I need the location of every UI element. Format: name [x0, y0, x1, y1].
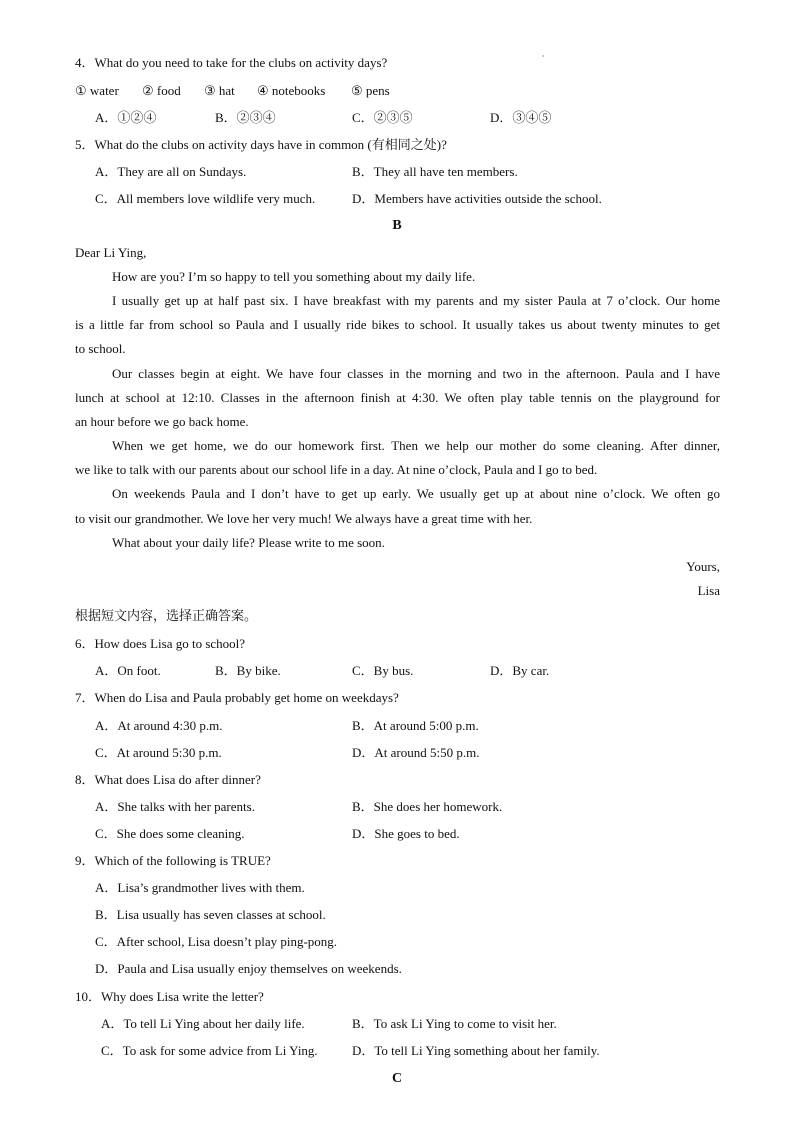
q5-option-b: B．They all have ten members.	[352, 164, 518, 179]
q8-option-a: A．She talks with her parents.	[95, 799, 255, 814]
q8-stem: 8．What does Lisa do after dinner?	[75, 772, 261, 787]
q10-option-c: C．To ask for some advice from Li Ying.	[101, 1043, 318, 1058]
q9-stem: 9．Which of the following is TRUE?	[75, 853, 271, 868]
q7-option-d: D．At around 5:50 p.m.	[352, 745, 480, 760]
q4-stem: 4．What do you need to take for the clubs on activity days?	[75, 55, 388, 70]
q5-option-a: A．They are all on Sundays.	[95, 164, 247, 179]
q10-option-a: A．To tell Li Ying about her daily life.	[101, 1016, 305, 1031]
letter-line: is a little far from school so Paula and I usually ride bikes to school. It usually takes us about twenty minutes to get	[75, 317, 720, 332]
q4-item: ⑤ pens	[351, 83, 390, 98]
q5-stem: 5．What do the clubs on activity days have in common (有相同之处)?	[75, 137, 447, 152]
letter-signature: Lisa	[697, 583, 720, 598]
scan-speck	[542, 55, 544, 57]
letter-line: we like to talk with our parents about our school life in a day. At nine o’clock, Paula and I go to bed.	[75, 462, 598, 477]
q9-option-b: B．Lisa usually has seven classes at school.	[95, 907, 326, 922]
letter-line: I usually get up at half past six. I have breakfast with my parents and my sister Paula at 7 o’clock. Our home	[112, 293, 720, 308]
q6-option-a: A．On foot.	[95, 663, 161, 678]
letter-line: How are you? I’m so happy to tell you something about my daily life.	[112, 269, 476, 284]
q7-option-c: C．At around 5:30 p.m.	[95, 745, 222, 760]
q6-option-c: C．By bus.	[352, 663, 414, 678]
letter-line: When we get home, we do our homework first. Then we help our mother do some cleaning. After dinner,	[112, 438, 720, 453]
letter-line: to visit our grandmother. We love her very much! We always have a great time with her.	[75, 511, 533, 526]
section-b-heading: B	[392, 218, 402, 233]
letter-closing: Yours,	[686, 559, 720, 574]
q4-option-c: C．②③⑤	[352, 110, 413, 125]
q5-option-c: C．All members love wildlife very much.	[95, 191, 316, 206]
q9-option-c: C．After school, Lisa doesn’t play ping-pong.	[95, 934, 338, 949]
q7-stem: 7．When do Lisa and Paula probably get home on weekdays?	[75, 690, 399, 705]
q8-option-b: B．She does her homework.	[352, 799, 503, 814]
q4-item: ④ notebooks	[257, 83, 326, 98]
letter-salutation: Dear Li Ying,	[75, 245, 147, 260]
q9-option-a: A．Lisa’s grandmother lives with them.	[95, 880, 305, 895]
q4-item: ③ hat	[204, 83, 235, 98]
q9-option-d: D．Paula and Lisa usually enjoy themselves on weekends.	[95, 961, 402, 976]
section-c-heading: C	[391, 1071, 403, 1086]
section-instruction: 根据短文内容，选择正确答案。	[75, 608, 258, 623]
q6-option-d: D．By car.	[490, 663, 550, 678]
q6-option-b: B．By bike.	[215, 663, 281, 678]
q8-option-c: C．She does some cleaning.	[95, 826, 245, 841]
letter-line: to school.	[75, 341, 126, 356]
q8-option-d: D．She goes to bed.	[352, 826, 460, 841]
q4-item: ② food	[142, 83, 181, 98]
q4-item: ① water	[75, 83, 119, 98]
q10-stem: 10．Why does Lisa write the letter?	[75, 989, 264, 1004]
letter-line: an hour before we go back home.	[75, 414, 249, 429]
q7-option-a: A．At around 4:30 p.m.	[95, 718, 223, 733]
q4-option-d: D．③④⑤	[490, 110, 552, 125]
letter-line: Our classes begin at eight. We have four classes in the morning and two in the afternoon. Paula and I have	[112, 366, 720, 381]
q7-option-b: B．At around 5:00 p.m.	[352, 718, 479, 733]
q4-option-a: A．①②④	[95, 110, 157, 125]
letter-line: On weekends Paula and I don’t have to get up early. We usually get up at about nine o’clock. We often go	[112, 486, 720, 501]
letter-line: lunch at school at 12:10. Classes in the afternoon finish at 4:30. We often play table tennis on the playground for	[75, 390, 720, 405]
letter-line: What about your daily life? Please write to me soon.	[112, 535, 385, 550]
q10-option-d: D．To tell Li Ying something about her family.	[352, 1043, 600, 1058]
q10-option-b: B．To ask Li Ying to come to visit her.	[352, 1016, 557, 1031]
q4-option-b: B．②③④	[215, 110, 276, 125]
q5-option-d: D．Members have activities outside the school.	[352, 191, 602, 206]
q6-stem: 6．How does Lisa go to school?	[75, 636, 246, 651]
